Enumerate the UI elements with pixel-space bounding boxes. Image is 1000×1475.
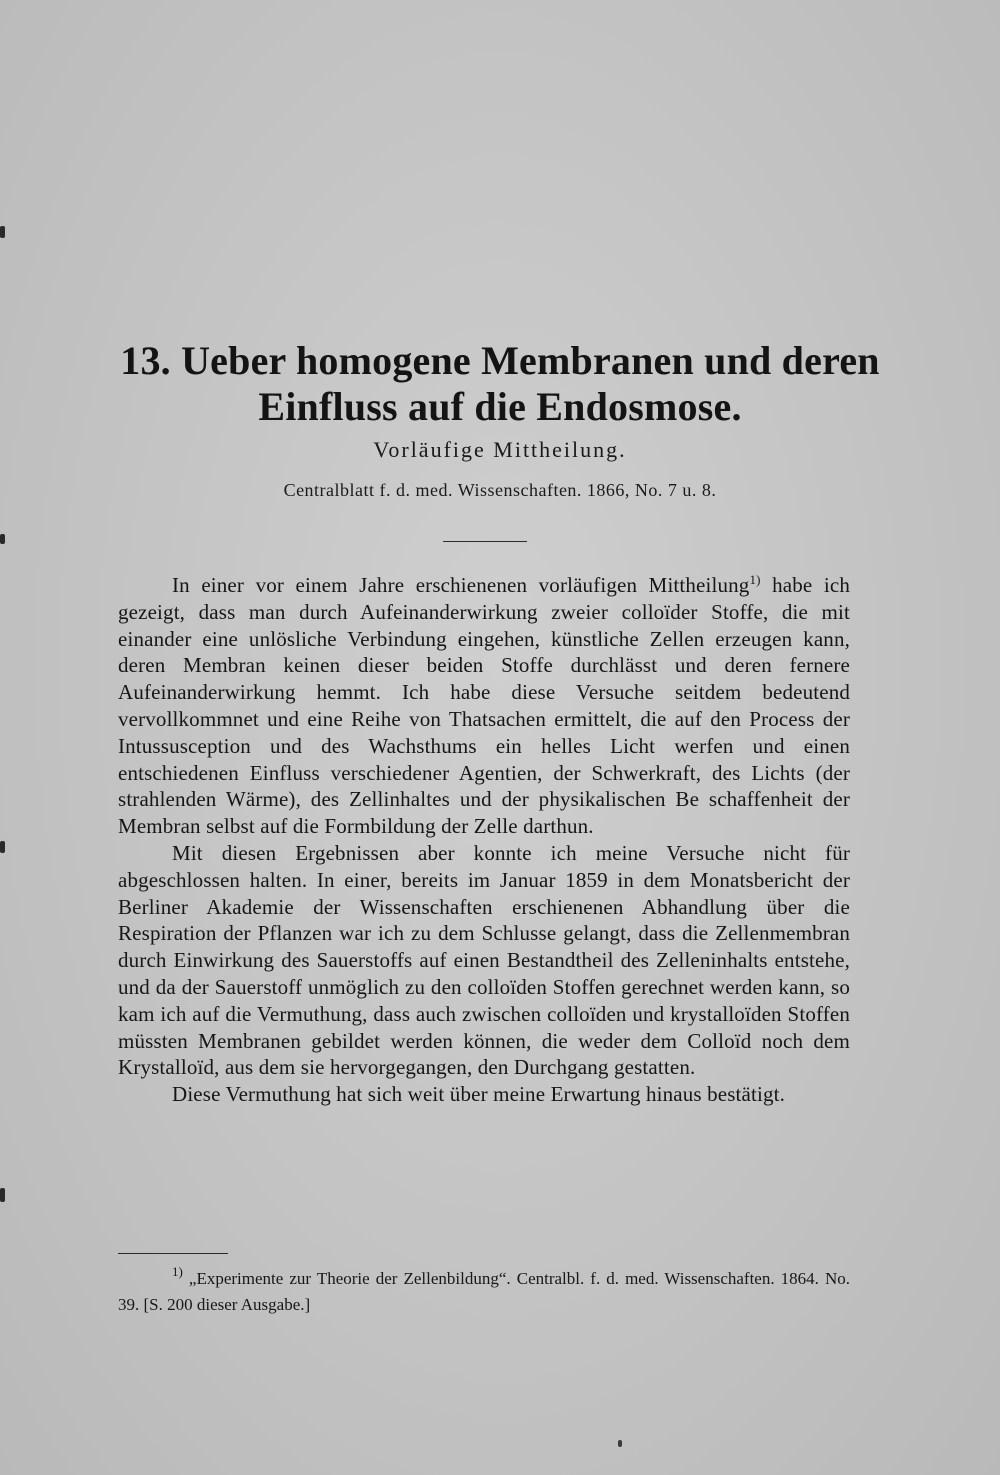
publication-source: Centralblatt f. d. med. Wissenschaften. 1866, No. 7 u. 8.	[283, 480, 717, 500]
footnote-rule	[118, 1253, 228, 1254]
body-text	[118, 572, 850, 1108]
footnote-paragraph	[118, 1266, 850, 1318]
scan-mark	[0, 841, 5, 853]
footnote	[118, 1266, 850, 1318]
chapter-title-line-1: 13. Ueber homogene Membranen und deren	[120, 338, 880, 383]
paragraph-1	[118, 572, 850, 840]
scan-mark	[0, 226, 5, 238]
section-divider	[443, 541, 527, 542]
scan-mark	[0, 1188, 5, 1202]
paragraph-3: Diese Vermuthung hat sich weit über meine Erwartung hinaus bestätigt.	[172, 1082, 785, 1107]
chapter-title	[120, 338, 880, 430]
paragraph-1-start: In einer vor einem Jahre erschienenen vorläufigen Mittheilung	[172, 573, 750, 597]
paragraph-1-rest: habe ich gezeigt, dass man durch Aufeinanderwirkung zweier colloïder Stoffe, die mit einander eine unlösliche Verbindung eingehen, künstliche Zellen erzeugen kann, deren Membran keinen dieser beiden Stoffe durchlässt und deren fernere Aufeinanderwirkung hemmt. Ich habe diese Versuche seitdem bedeutend vervollkommnet und eine Reihe von Thatsachen ermittelt, die auf den Process der Intussusception und des Wachsthums ein helles Licht werfen und einen entschiedenen Einfluss verschiedener Agentien, der Schwerkraft, des Lichts (der strahlenden Wärme), des Zellinhaltes und der physikalischen Be schaffenheit der Membran selbst auf die Formbildung der Zelle darthun.	[118, 573, 850, 839]
scan-mark	[0, 534, 5, 544]
scan-speck	[618, 1440, 622, 1447]
footnote-marker: 1)	[172, 1264, 183, 1279]
footnote-text: „Experimente zur Theorie der Zellenbildung“. Centralbl. f. d. med. Wissenschaften. 1864. No. 39. [S. 200 dieser Ausgabe.]	[118, 1269, 850, 1314]
chapter-title-line-2: Einfluss auf die Endosmose.	[258, 384, 742, 429]
footnote-reference: 1)	[749, 572, 761, 587]
paragraph-2: Mit diesen Ergebnissen aber konnte ich meine Versuche nicht für abgeschlossen halten. In einer, bereits im Januar 1859 in dem Monatsbericht der Berliner Akademie der Wissenschaften erschienenen Abhandlung über die Respiration der Pflanzen war ich zu dem Schlusse gelangt, dass die Zellenmembran durch Einwirkung des Sauerstoffs auf einen Bestandtheil des Zelleninhalts entstehe, und da der Sauerstoff unmöglich zu den colloïden Stoffen gerechnet werden kann, so kam ich auf die Vermuthung, dass auch zwischen colloïden und krystalloïden Stoffen müssten Membranen gebildet werden können, die weder dem Colloïd noch dem Krystalloïd, aus dem sie hervorgegangen, den Durchgang gestatten.	[118, 840, 850, 1080]
chapter-subtitle: Vorläufige Mittheilung.	[373, 437, 627, 462]
bleed-through-shadow	[120, 90, 880, 340]
